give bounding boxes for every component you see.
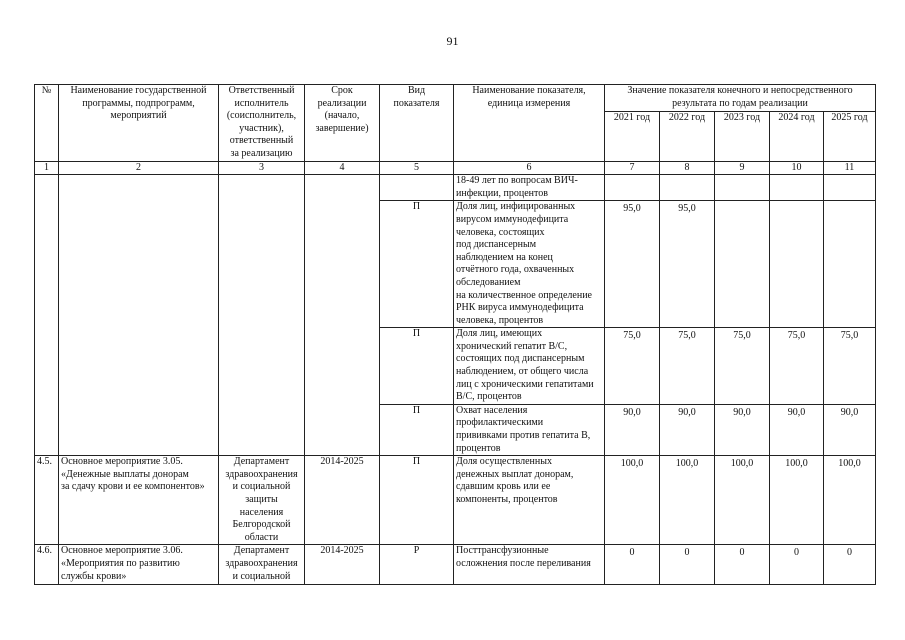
row-value: 0: [605, 545, 660, 585]
row-indicator-type: [380, 175, 454, 201]
header-col-responsible: Ответственный исполнитель (соисполнитель, участник), ответственный за реализацию: [219, 85, 305, 162]
row-indicator: Доля лиц, инфицированных вирусом иммунодефицита человека, состоящих под диспансерным наблюдением на конец отчётного года, охваченных обследованием на количественное определение РНК вируса иммунодефицита человека, процентов: [454, 201, 605, 328]
row-indicator-type: П: [380, 456, 454, 545]
row-value: 90,0: [605, 404, 660, 455]
row-value: 75,0: [715, 328, 770, 405]
table-row: [35, 456, 876, 545]
row-value: 0: [660, 545, 715, 585]
header-year: 2022 год: [660, 112, 715, 162]
row-term: 2014-2025: [305, 456, 380, 545]
row-value: [824, 201, 876, 328]
row-responsible: Департамент здравоохранения и социальной защиты населения Белгородской области: [219, 456, 305, 545]
row-number: 4.6.: [35, 545, 59, 585]
header-col-no: №: [35, 85, 59, 162]
row-indicator: 18-49 лет по вопросам ВИЧ- инфекции, процентов: [454, 175, 605, 201]
col-number: 5: [380, 161, 454, 175]
header-col-name: Наименование государственной программы, подпрограмм, мероприятий: [59, 85, 219, 162]
header-col-term: Срок реализации (начало, завершение): [305, 85, 380, 162]
row-value: 100,0: [660, 456, 715, 545]
row-value: 0: [770, 545, 824, 585]
col-number: 6: [454, 161, 605, 175]
row-value: 90,0: [770, 404, 824, 455]
row-indicator: Посттрансфузионные осложнения после переливания: [454, 545, 605, 585]
header-year: 2024 год: [770, 112, 824, 162]
row-value: [715, 201, 770, 328]
col-number: 11: [824, 161, 876, 175]
row-value: [770, 201, 824, 328]
col-number: 4: [305, 161, 380, 175]
col-number: 8: [660, 161, 715, 175]
col-number: 1: [35, 161, 59, 175]
table-row: [35, 175, 876, 201]
row-name: Основное мероприятие 3.05. «Денежные выплаты донорам за сдачу крови и ее компонентов»: [59, 456, 219, 545]
col-number: 3: [219, 161, 305, 175]
row-value: 90,0: [715, 404, 770, 455]
header-col-type: Вид показателя: [380, 85, 454, 162]
row-value: 75,0: [824, 328, 876, 405]
row-term: [305, 175, 380, 456]
row-indicator: Доля осуществленных денежных выплат донорам, сдавшим кровь или ее компоненты, процентов: [454, 456, 605, 545]
row-number: 4.5.: [35, 456, 59, 545]
col-number: 9: [715, 161, 770, 175]
row-value: 90,0: [660, 404, 715, 455]
row-responsible: [219, 175, 305, 456]
row-value: 100,0: [824, 456, 876, 545]
row-value: 0: [824, 545, 876, 585]
row-value: 95,0: [660, 201, 715, 328]
row-value: 100,0: [605, 456, 660, 545]
row-value: 100,0: [770, 456, 824, 545]
row-term: 2014-2025: [305, 545, 380, 585]
row-name: [59, 175, 219, 456]
row-value: 100,0: [715, 456, 770, 545]
indicator-table: [34, 84, 876, 585]
row-value: 0: [715, 545, 770, 585]
header-year: 2025 год: [824, 112, 876, 162]
row-indicator-type: П: [380, 328, 454, 405]
row-value: [770, 175, 824, 201]
col-number: 2: [59, 161, 219, 175]
header-col-indicator: Наименование показателя, единица измерения: [454, 85, 605, 162]
row-value: 75,0: [660, 328, 715, 405]
table-row: [35, 545, 876, 585]
col-number: 10: [770, 161, 824, 175]
row-name: Основное мероприятие 3.06. «Мероприятия по развитию службы крови»: [59, 545, 219, 585]
row-indicator: Доля лиц, имеющих хронический гепатит В/С, состоящих под диспансерным наблюдением, от общего числа лиц с хроническими гепатитами В/С, процентов: [454, 328, 605, 405]
row-indicator-type: П: [380, 201, 454, 328]
col-number: 7: [605, 161, 660, 175]
row-indicator-type: Р: [380, 545, 454, 585]
page-number: 91: [446, 34, 459, 48]
row-number: [35, 175, 59, 456]
row-value: 95,0: [605, 201, 660, 328]
row-value: 75,0: [605, 328, 660, 405]
row-indicator: Охват населения профилактическими прививками против гепатита В, процентов: [454, 404, 605, 455]
row-value: [824, 175, 876, 201]
row-value: [605, 175, 660, 201]
header-year: 2023 год: [715, 112, 770, 162]
header-year: 2021 год: [605, 112, 660, 162]
row-indicator-type: П: [380, 404, 454, 455]
row-value: 75,0: [770, 328, 824, 405]
row-value: 90,0: [824, 404, 876, 455]
header-col-values: Значение показателя конечного и непосредственного результата по годам реализации: [605, 85, 876, 112]
row-responsible: Департамент здравоохранения и социальной: [219, 545, 305, 585]
row-value: [660, 175, 715, 201]
row-value: [715, 175, 770, 201]
